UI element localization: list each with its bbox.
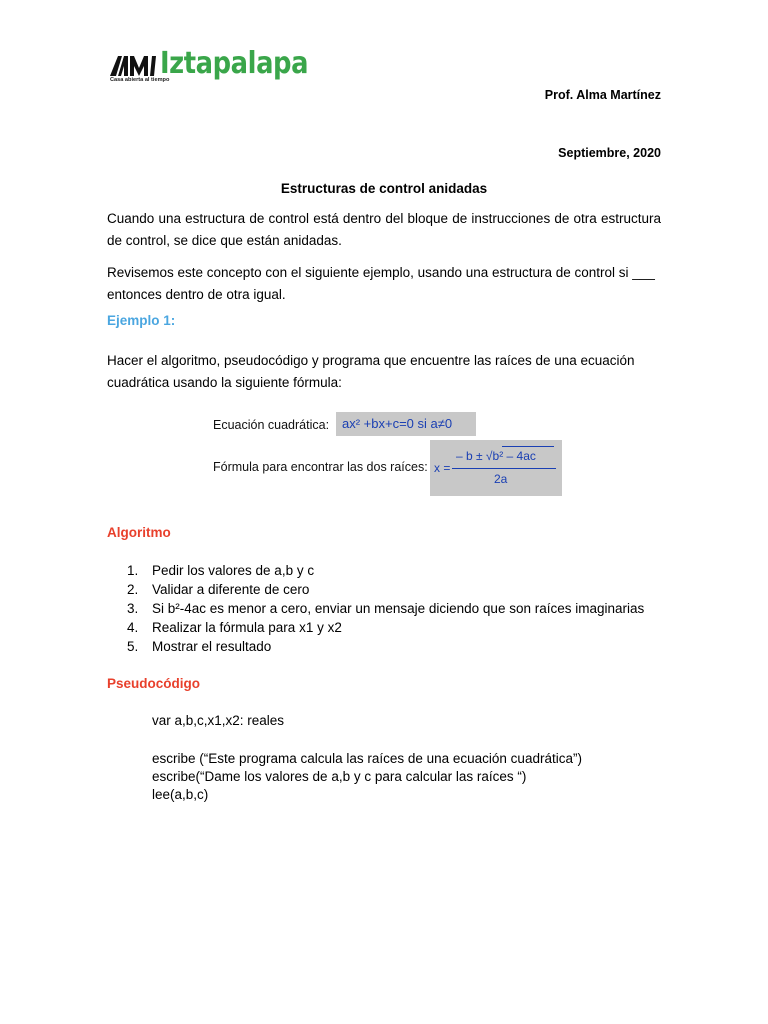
equation-text: ax² +bx+c=0 si a≠0 — [342, 416, 453, 431]
list-item: 2. Validar a diferente de cero — [127, 582, 310, 597]
uam-logo-icon — [110, 54, 156, 76]
formula-denominator: 2a — [494, 472, 508, 486]
list-item: 5. Mostrar el resultado — [127, 639, 272, 654]
logo — [110, 46, 310, 90]
document-title: Estructuras de control anidadas — [280, 181, 488, 196]
algorithm-heading: Algoritmo — [107, 525, 171, 540]
pseudocode-heading: Pseudocódigo — [107, 676, 201, 691]
code-line: lee(a,b,c) — [152, 787, 209, 802]
code-line: var a,b,c,x1,x2: reales — [152, 713, 285, 728]
sqrt-bar — [502, 446, 554, 447]
formula-label-equation: Ecuación cuadrática: — [213, 418, 330, 432]
formula-label-roots: Fórmula para encontrar las dos raíces: — [213, 460, 428, 474]
problem-statement: Hacer el algoritmo, pseudocódigo y programa que encuentre las raíces de una ecuación cuadrática usando la siguiente fórmula: — [107, 353, 635, 390]
concept-paragraph: Revisemos este concepto con el siguiente ejemplo, usando una estructura de control si ___ entonces dentro de otra igual. — [107, 265, 655, 302]
logo-wordmark: Iztapalapa — [160, 46, 309, 81]
equation-box — [336, 412, 476, 436]
list-item: 1. Pedir los valores de a,b y c — [127, 563, 315, 578]
code-line: escribe (“Este programa calcula las raíces de una ecuación cuadrática”) — [152, 751, 582, 766]
algorithm-steps — [127, 561, 644, 656]
list-item: 3. Si b²-4ac es menor a cero, enviar un mensaje diciendo que son raíces imaginarias — [127, 601, 645, 616]
fraction-bar — [452, 468, 556, 469]
quadratic-formula-box — [430, 440, 562, 496]
code-line: escribe(“Dame los valores de a,b y c para calcular las raíces “) — [152, 769, 527, 784]
logo-tagline: Casa abierta al tiempo — [110, 77, 170, 83]
formula-x: x = — [434, 461, 451, 475]
date: Septiembre, 2020 — [558, 146, 661, 160]
author: Prof. Alma Martínez — [544, 88, 661, 102]
example-heading: Ejemplo 1: — [107, 313, 176, 328]
formula-numerator: – b ± √b² – 4ac — [456, 449, 536, 463]
intro-paragraph: Cuando una estructura de control está dentro del bloque de instrucciones de otra estructura de control, se dice que están anidadas. — [107, 211, 661, 248]
list-item: 4. Realizar la fórmula para x1 y x2 — [127, 620, 342, 635]
